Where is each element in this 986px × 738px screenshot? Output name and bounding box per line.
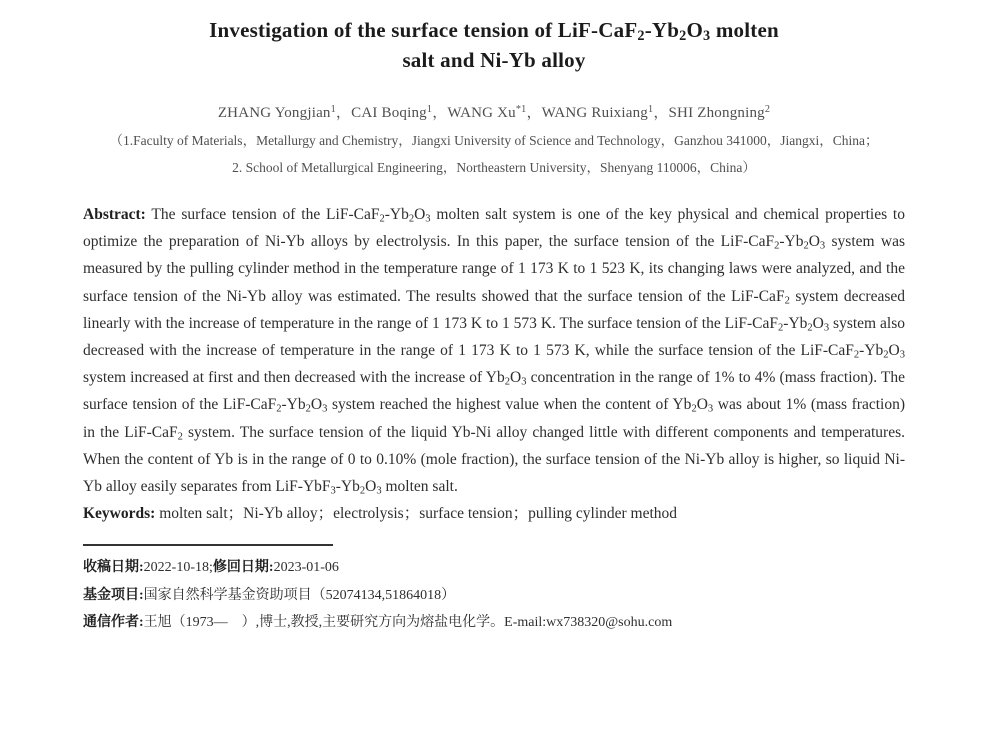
footnote-corresponding-author: 通信作者:王旭（1973— ）,博士,教授,主要研究方向为熔盐电化学。E-mail:wx738320@sohu.com — [83, 615, 673, 631]
affiliation-line-1: （1.Faculty of Materials，Metallurgy and Chemistry，Jiangxi University of Science and Technology，Ganzhou 341000，Jiangxi，China； — [109, 133, 879, 148]
footnote-divider — [83, 544, 333, 546]
keywords-label: Keywords: — [83, 505, 156, 523]
abstract-label: Abstract: — [83, 206, 146, 223]
abstract-text: The surface tension of the LiF-$CaF_2-Yb_2O_3$ molten salt system is one of the key physical and chemical properties to optimize the preparation of Ni-Yb alloys by electrolysis. In this paper, the surface tension of the LiF-$CaF_2-Yb_2O_3$ system was measured by the pulling cylinder method in the temperature range of 1 173 K to 1 523 K, its changing laws were analyzed, and the surface tension of the Ni-Yb alloy was estimated. The results showed that the surface tension of the LiF-CaF$_2$ system decreased linearly with the increase of temperature in the range of 1 173 K to 1 573 K. The surface tension of the LiF-$CaF_2-Yb_2O_3$ system also decreased with the increase of temperature in the range of 1 173 K to 1 573 K, while the surface tension of the LiF-$CaF_2-Yb_2O_3$ system increased at first and then decreased with the increase of $Yb_2O_3$ concentration in the range of 1% to 4% (mass fraction). The surface tension of the LiF-$CaF_2-Yb_2O_3$ system reached the highest value when the content of $Yb_2O_3$ was about 1% (mass fraction) in the LiF-CaF$_2$ system. The surface tension of the liquid Yb-Ni alloy changed little with different components and temperatures. When the content of Yb is in the range of 0 to 0.10% (mole fraction), the surface tension of the Ni-Yb alloy is higher, so liquid Ni-Yb alloy easily separates from LiF-$YbF_3-Yb_2O_3$ molten salt. — [83, 206, 906, 497]
paper-title-line-1: Investigation of the surface tension of LiF-$CaF_2-Yb_2O_3$ molten — [209, 18, 779, 45]
footnote-fund-project: 基金项目:国家自然科学基金资助项目（52074134,51864018） — [83, 587, 456, 603]
keywords-line — [83, 500, 905, 527]
footnotes — [83, 554, 905, 637]
paper-content — [83, 0, 905, 637]
affiliations — [83, 127, 905, 181]
authors-line: ZHANG Yongjian$^1$，CAI Boqing$^1$，WANG Xu$^{*1}$，WANG Ruixiang$^1$，SHI Zhongning$^2$ — [217, 103, 771, 121]
abstract-paragraph — [83, 201, 905, 500]
affiliation-line-2: 2. School of Metallurgical Engineering，Northeastern University，Shenyang 110006，China） — [232, 160, 756, 175]
keywords-text: molten salt；Ni-Yb alloy；electrolysis；surface tension；pulling cylinder method — [159, 505, 678, 523]
paper-title — [83, 15, 905, 75]
paper-title-line-2: salt and Ni-Yb alloy — [402, 48, 586, 72]
footnote-received-date: 收稿日期:2022-10-18;修回日期:2023-01-06 — [83, 560, 339, 576]
